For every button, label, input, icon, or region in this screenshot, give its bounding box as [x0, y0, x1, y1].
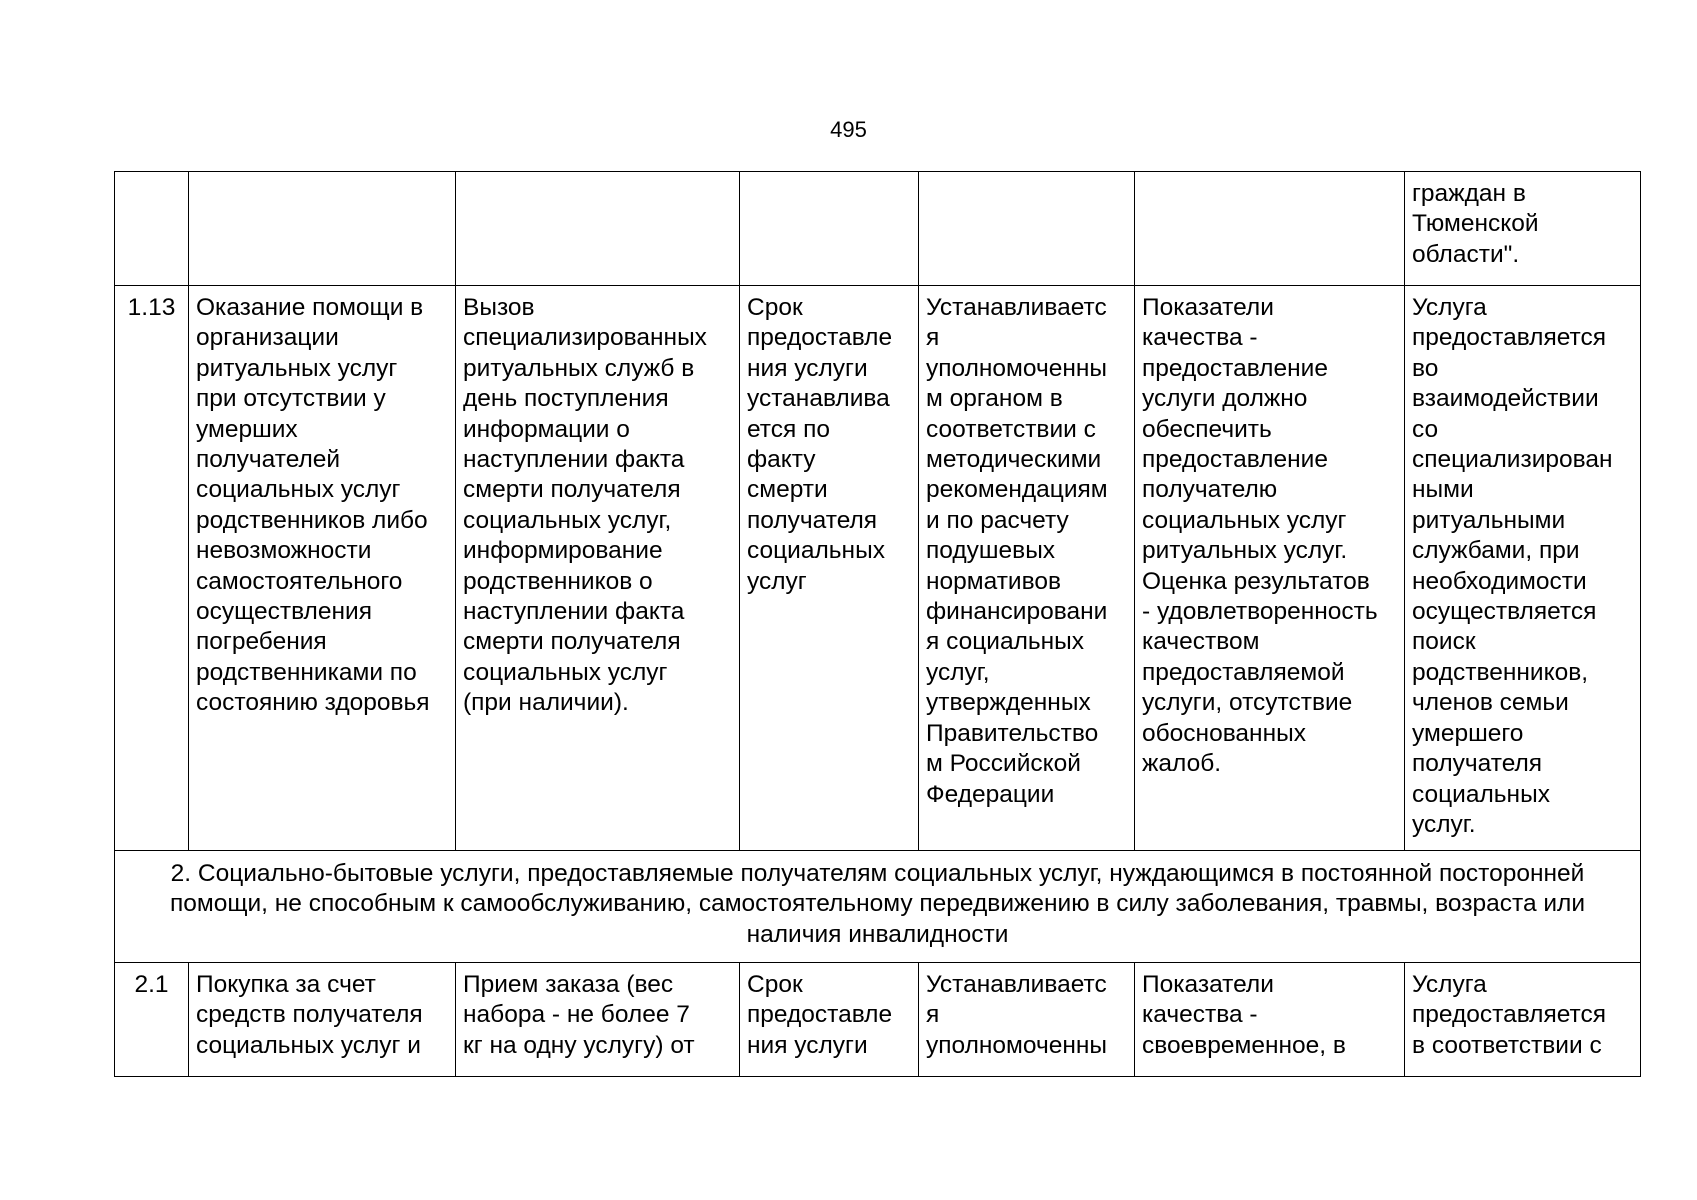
cell-number: 1.13 [115, 286, 189, 851]
cell-number [115, 172, 189, 286]
cell-service-conditions: Услуга предоставляется во взаимодействии со специализирован ными ритуальными службами, при необходимости осуществляется поиск родственников, членов семьи умершего получателя социальных услуг. [1405, 286, 1641, 851]
cell-service-norm: Устанавливаетс я уполномоченны [919, 963, 1135, 1077]
cell-service-norm [919, 172, 1135, 286]
cell-service-quality: Показатели качества - своевременное, в [1135, 963, 1405, 1077]
cell-service-term: Срок предоставле ния услуги устанавлива ется по факту смерти получателя социальных услуг [740, 286, 919, 851]
cell-service-name [189, 172, 456, 286]
table-row-2-1 [115, 963, 1641, 1077]
cell-service-content: Вызов специализированных ритуальных служб в день поступления информации о наступлении факта смерти получателя социальных услуг, информирование родственников о наступлении факта смерти получателя социальных услуг (при наличии). [456, 286, 740, 851]
page-number: 495 [830, 117, 867, 142]
cell-number: 2.1 [115, 963, 189, 1077]
section-title: 2. Социально-бытовые услуги, предоставляемые получателям социальных услуг, нуждающимся в постоянной посторонней помощи, не способным к самообслуживанию, самостоятельному передвижению в силу заболевания, травмы, возраста или наличия инвалидности [115, 851, 1641, 963]
cell-service-norm: Устанавливаетс я уполномоченны м органом в соответствии с методическими рекомендациям и по расчету подушевых нормативов финансировани я социальных услуг, утвержденных Правительство м Российской Федерации [919, 286, 1135, 851]
table-row-continued [115, 172, 1641, 286]
table-row-1-13 [115, 286, 1641, 851]
cell-service-term: Срок предоставле ния услуги [740, 963, 919, 1077]
cell-service-term [740, 172, 919, 286]
cell-service-name: Покупка за счет средств получателя социальных услуг и [189, 963, 456, 1077]
cell-service-name: Оказание помощи в организации ритуальных услуг при отсутствии у умерших получателей социальных услуг родственников либо невозможности самостоятельного осуществления погребения родственниками по состоянию здоровья [189, 286, 456, 851]
cell-service-conditions: Услуга предоставляется в соответствии с [1405, 963, 1641, 1077]
cell-service-quality: Показатели качества - предоставление услуги должно обеспечить предоставление получателю социальных услуг ритуальных услуг. Оценка результатов - удовлетворенность качеством предоставляемой услуги, отсутствие обоснованных жалоб. [1135, 286, 1405, 851]
services-table [114, 171, 1641, 1077]
cell-service-conditions: граждан в Тюменской области". [1405, 172, 1641, 286]
cell-service-content: Прием заказа (вес набора - не более 7 кг на одну услугу) от [456, 963, 740, 1077]
cell-service-quality [1135, 172, 1405, 286]
section-header-row [115, 851, 1641, 963]
cell-service-content [456, 172, 740, 286]
